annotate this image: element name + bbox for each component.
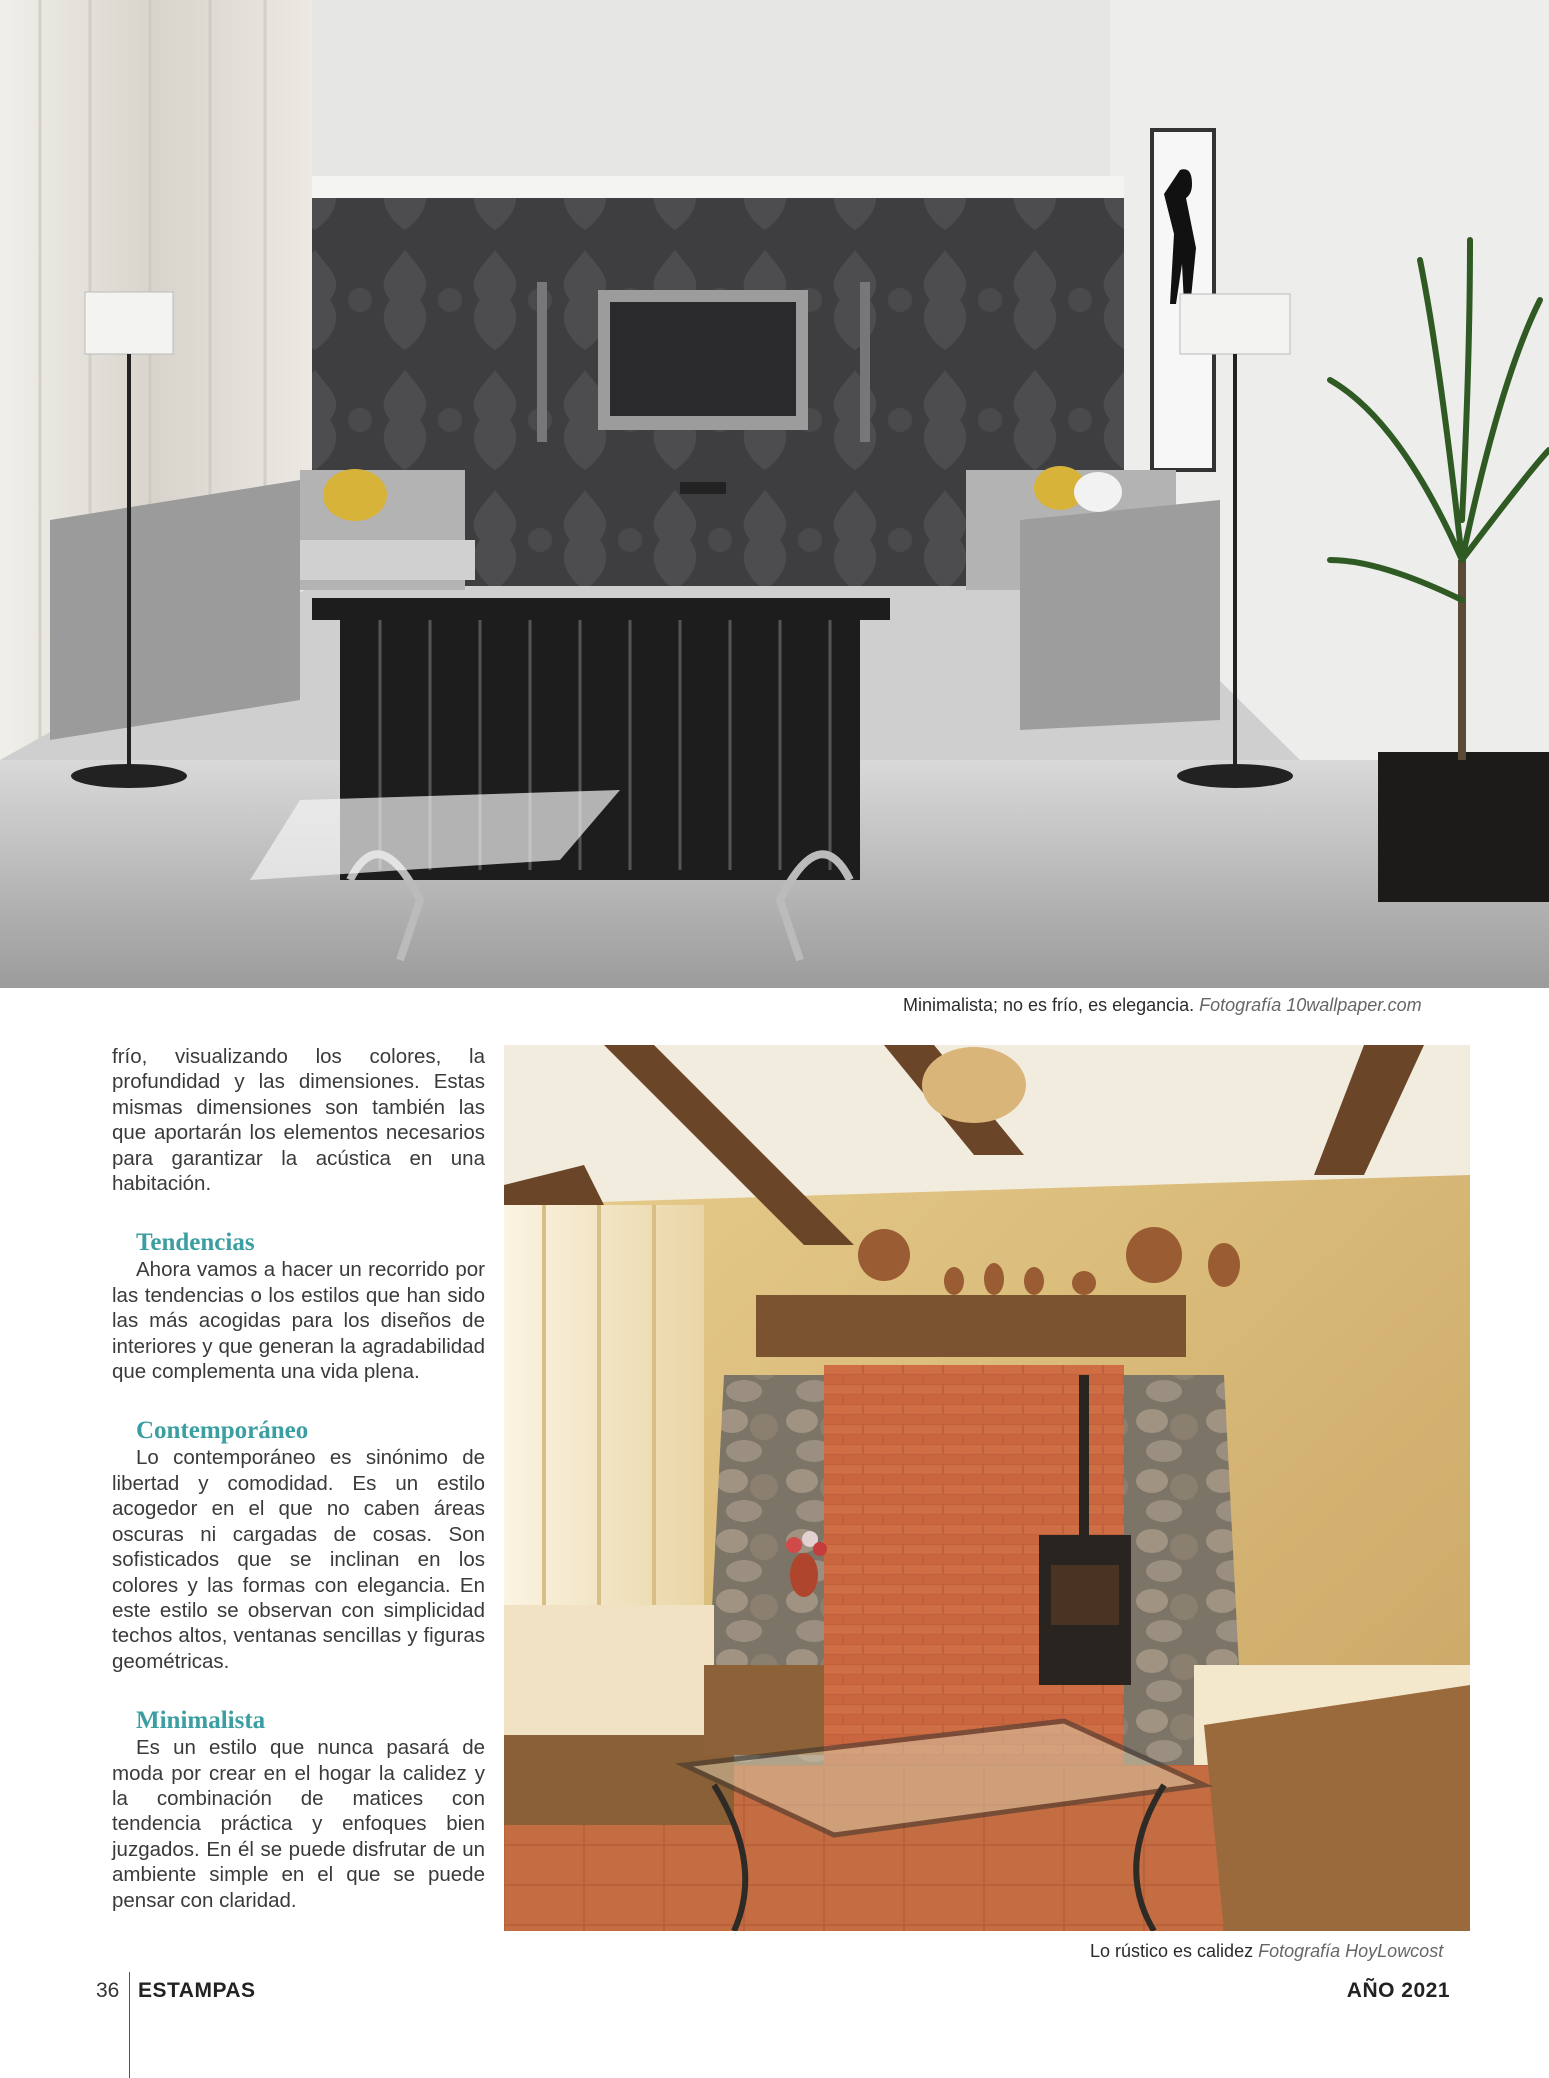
section-heading: Tendencias: [136, 1229, 255, 1257]
magazine-name: ESTAMPAS: [138, 1979, 256, 2002]
caption-text: Lo rústico es calidez: [1090, 1941, 1254, 1961]
right-sofa: [1194, 1665, 1470, 1931]
rustic-living-room-photo: [504, 1045, 1470, 1931]
top-photo-caption: [903, 995, 1422, 1016]
section-tendencias: [112, 1229, 485, 1384]
caption-credit: Fotografía HoyLowcost: [1258, 1941, 1444, 1961]
right-floor-lamp: [1180, 294, 1290, 354]
wooden-mantel: [756, 1295, 1186, 1357]
ceiling-lamp: [922, 1047, 1026, 1123]
minimalist-room-illustration: [0, 0, 1549, 988]
caption-text: Minimalista; no es frío, es elegancia.: [903, 995, 1195, 1015]
page-number: 36: [96, 1979, 120, 2002]
left-sofa: [50, 480, 300, 740]
minimalist-living-room-photo: [0, 0, 1549, 988]
section-heading: Contemporáneo: [136, 1417, 309, 1445]
bottom-photo-caption: [1090, 1941, 1443, 1962]
intro-paragraph: frío, visualizando los colores, la profundidad y las dimensiones. Estas mismas dimensiones son también las que aportarán los elementos necesarios para garantizar la acústica en una habitación.: [112, 1045, 485, 1196]
section-contemporaneo: [112, 1417, 485, 1674]
section-body: Ahora vamos a hacer un recorrido por las tendencias o los estilos que han sido las más acogidas para los diseños de interiores y que generan la agradabilidad que complementa una vida plena.: [112, 1258, 485, 1384]
left-floor-lamp: [85, 292, 173, 354]
section-body: Es un estilo que nunca pasará de moda por crear en el hogar la calidez y la combinación de matices con tendencia práctica y enfoques bien juzgados. En él se puede disfrutar de un ambiente simple en el que se puede pensar con claridad.: [112, 1736, 485, 1912]
section-body: Lo contemporáneo es sinónimo de libertad y comodidad. Es un estilo acogedor en el que no caben áreas oscuras ni cargadas de cosas. Son sofisticados que se inclinan en los colores y las formas con elegancia. En este estilo se observan con simplicidad techos altos, ventanas sencillas y figuras geométricas.: [112, 1446, 485, 1673]
section-minimalista: [112, 1707, 485, 1913]
rustic-room-illustration: [504, 1045, 1470, 1931]
article-column: [112, 1044, 485, 1913]
section-heading: Minimalista: [136, 1707, 266, 1735]
caption-credit: Fotografía 10wallpaper.com: [1199, 995, 1422, 1015]
footer-divider: [129, 1972, 130, 2078]
issue-year: AÑO 2021: [1346, 1979, 1450, 2002]
